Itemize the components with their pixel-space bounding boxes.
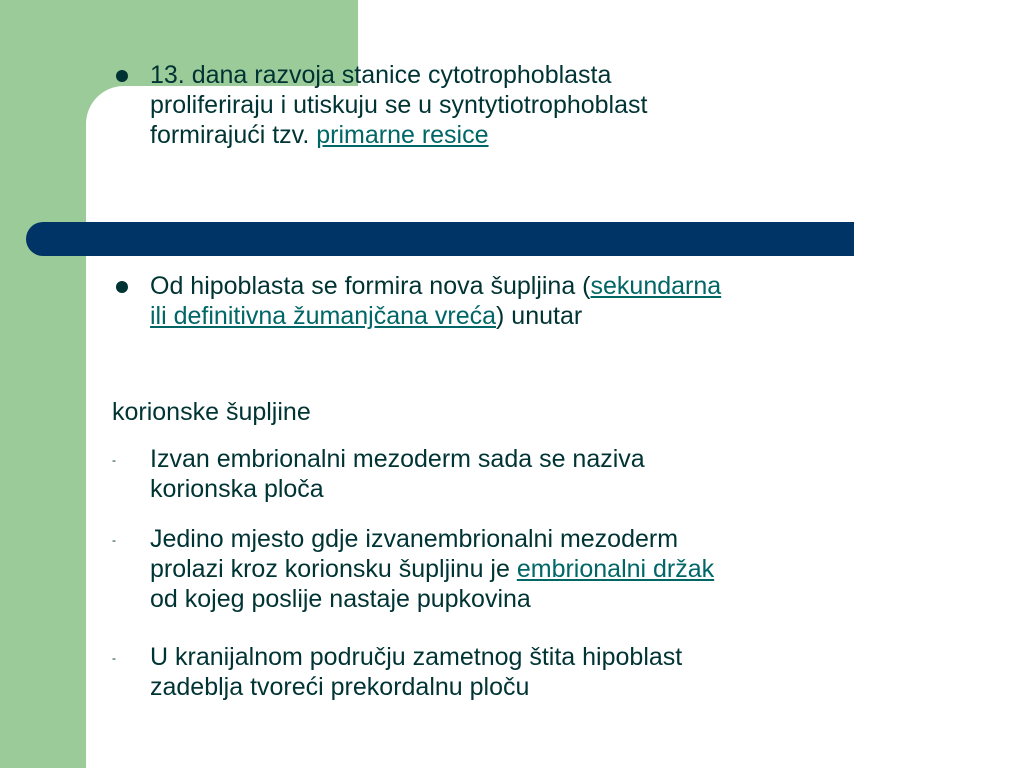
bullet-1-line-3 [150, 120, 647, 150]
sekundarna-link-part-2[interactable]: ili definitivna žumanjčana vreća [150, 302, 497, 330]
sekundarna-link-part-1[interactable]: sekundarna [590, 272, 722, 300]
dash-item-2-line-2 [150, 554, 714, 584]
bullet-2-line-1 [150, 271, 721, 301]
plain-line: korionske šupljine [112, 398, 311, 426]
bullet-1-line-2: proliferiraju i utiskuju se u syntytiotrophoblast [150, 91, 648, 119]
primarne-resice-link[interactable]: primarne resice [316, 121, 489, 149]
dash-marker-2: - [112, 533, 116, 547]
dash-item-3-line-2: zadeblja tvoreći prekordalnu ploču [150, 673, 530, 701]
dash-marker-3: - [112, 651, 116, 665]
embrionalni-drzak-link[interactable]: embrionalni držak [516, 555, 715, 583]
dash-marker-1: - [112, 453, 116, 467]
dash-item-2-text [150, 524, 714, 614]
dash-item-2-line-3: od kojeg poslije nastaje pupkovina [150, 585, 531, 613]
dash-item-1-line-2: korionska ploča [150, 475, 324, 503]
dash-item-3-text [150, 642, 682, 702]
bullet-2-line-1-prefix: Od hipoblasta se formira nova šupljina ( [150, 272, 591, 300]
divider-bar [26, 222, 854, 256]
bullet-2-line-2-suffix: ) unutar [496, 302, 583, 330]
dash-item-1-text [150, 444, 645, 504]
bullet-1-line-1: 13. dana razvoja stanice cytotrophoblasta [150, 61, 612, 89]
dash-item-1-line-1: Izvan embrionalni mezoderm sada se naziva [150, 445, 645, 473]
bullet-dot-1 [116, 70, 128, 82]
bullet-1-line-3-prefix: formirajući tzv. [150, 121, 317, 149]
bullet-1-text [150, 60, 647, 150]
dash-item-2-line-1: Jedino mjesto gdje izvanembrionalni mezoderm [150, 525, 679, 553]
bullet-2-text [150, 271, 721, 331]
dash-item-3-line-1: U kranijalnom području zametnog štita hipoblast [150, 643, 683, 671]
bullet-dot-2 [116, 281, 128, 293]
dash-item-2-line-2-prefix: prolazi kroz korionsku šupljinu je [150, 555, 517, 583]
bullet-2-line-2 [150, 301, 721, 331]
